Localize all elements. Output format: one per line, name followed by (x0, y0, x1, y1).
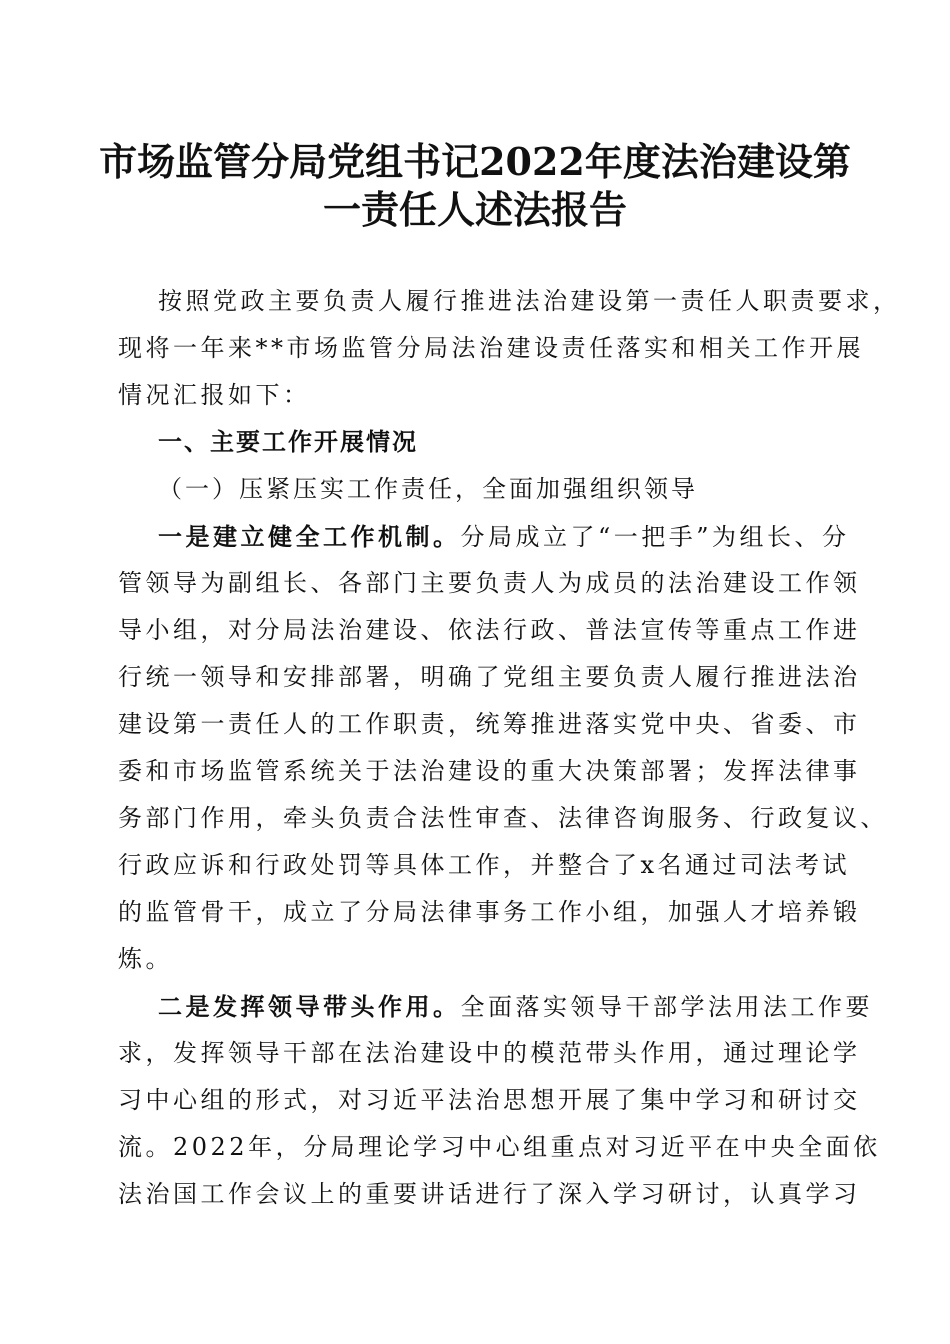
subsection-heading: （一）压紧压实工作责任，全面加强组织领导 (158, 475, 698, 503)
document-title (60, 138, 890, 234)
title-line-1: 市场监管分局党组书记2022年度法治建设第 (99, 139, 851, 184)
paragraph-1-line: 管领导为副组长、各部门主要负责人为成员的法治建设工作领 (118, 569, 861, 597)
paragraph-2-line: 流。2022年，分局理论学习中心组重点对习近平在中央全面依 (118, 1133, 881, 1161)
intro-line-2: 现将一年来**市场监管分局法治建设责任落实和相关工作开展 (118, 334, 864, 362)
paragraph-2-first-rest: 全面落实领导干部学法用法工作要 (460, 993, 873, 1021)
paragraph-2-line: 求，发挥领导干部在法治建设中的模范带头作用，通过理论学 (118, 1039, 861, 1067)
paragraph-1-line: 的监管骨干，成立了分局法律事务工作小组，加强人才培养锻 (118, 898, 861, 926)
document-body (118, 278, 901, 1218)
paragraph-1-line: 导小组，对分局法治建设、依法行政、普法宣传等重点工作进 (118, 616, 861, 644)
paragraph-2-line: 法治国工作会议上的重要讲话进行了深入学习研讨，认真学习 (118, 1180, 861, 1208)
section-heading: 一、主要工作开展情况 (158, 428, 418, 456)
paragraph-1-line: 炼。 (118, 945, 173, 973)
paragraph-1-line: 务部门作用，牵头负责合法性审查、法律咨询服务、行政复议、 (118, 804, 888, 832)
paragraph-1-line: 行统一领导和安排部署，明确了党组主要负责人履行推进法治 (118, 663, 861, 691)
intro-line-1: 按照党政主要负责人履行推进法治建设第一责任人职责要求， (158, 287, 901, 315)
paragraph-1-line: 建设第一责任人的工作职责，统筹推进落实党中央、省委、市 (118, 710, 861, 738)
paragraph-1-lead: 一是建立健全工作机制。 (158, 522, 461, 551)
paragraph-1-line: 行政应诉和行政处罚等具体工作，并整合了x名通过司法考试 (118, 851, 851, 879)
intro-line-3: 情况汇报如下： (118, 381, 311, 409)
paragraph-2-lead: 二是发挥领导带头作用。 (158, 992, 461, 1021)
paragraph-1-first-line (118, 513, 850, 560)
title-line-2: 一责任人述法报告 (322, 187, 627, 232)
paragraph-1-line: 委和市场监管系统关于法治建设的重大决策部署；发挥法律事 (118, 757, 861, 785)
paragraph-1-first-rest: 分局成立了“一把手”为组长、分 (460, 523, 850, 551)
paragraph-2-first-line (118, 983, 873, 1030)
paragraph-2-line: 习中心组的形式，对习近平法治思想开展了集中学习和研讨交 (118, 1086, 861, 1114)
